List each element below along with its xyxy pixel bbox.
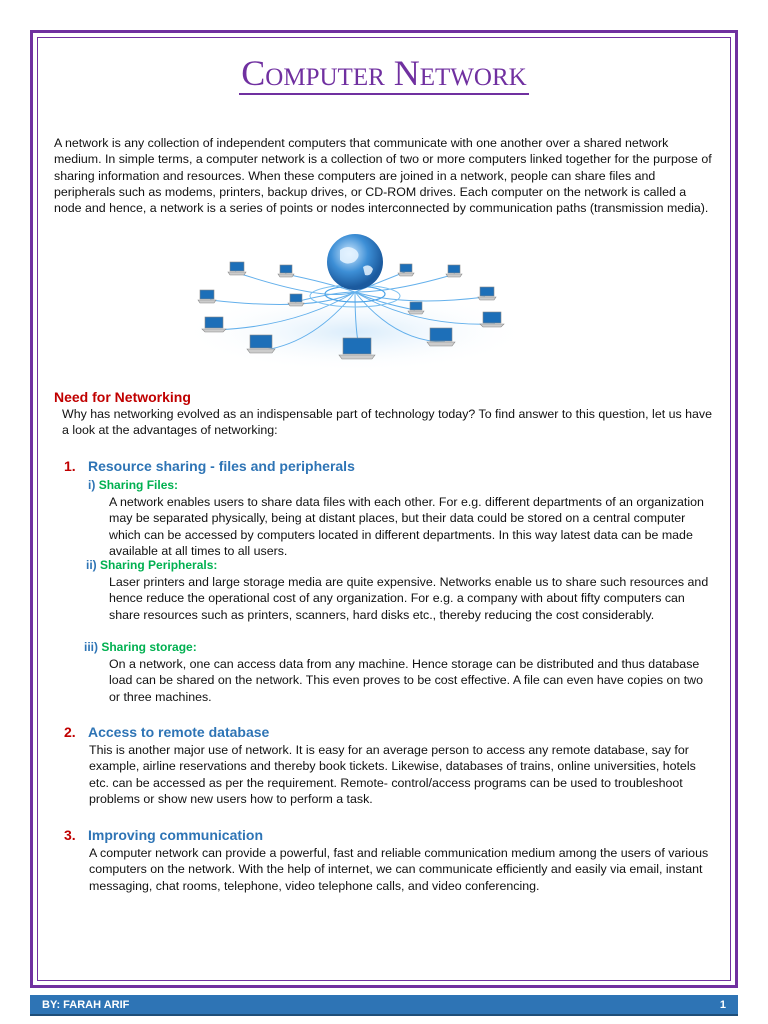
point-number-1: 1.	[64, 458, 76, 474]
subpoint-label-sharing-storage	[84, 640, 197, 654]
subpoint-text-sharing-files: A network enables users to share data files with each other. For e.g. different departments of an organization may be separated physically, being at distant places, but their data could be stored on a central computer which can be accessed by computers located in different departments. In this way latest data can be made available at all times to all users.	[109, 495, 704, 558]
need-heading: Need for Networking	[54, 389, 191, 405]
point-title-3: Improving communication	[88, 827, 264, 843]
page-title-text: Computer Network	[241, 53, 527, 93]
subpoint-label-text: Sharing Peripherals:	[100, 558, 218, 572]
subpoint-label-sharing-peripherals	[86, 558, 217, 572]
intro-paragraph: A network is any collection of independent computers that communicate with one another over a shared network medium. In simple terms, a computer network is a collection of two or more computers linked together for the purpose of sharing information and resources. When these computers are joined in a network, people can share files and peripherals such as modems, printers, backup drives, or CD-ROM drives. Each computer on the network is called a node and hence, a network is a series of points or nodes interconnected by communication paths (transmission media).	[54, 136, 712, 216]
footer-page-number: 1	[719, 999, 726, 1011]
subpoint-label-sharing-files	[88, 478, 178, 492]
subpoint-roman: i)	[88, 478, 96, 492]
point-title-1: Resource sharing - files and peripherals	[88, 458, 355, 474]
page-footer	[30, 995, 738, 1016]
subpoint-text-sharing-storage: On a network, one can access data from any machine. Hence storage can be distributed and thus database load can be shared on the network. This even proves to be cost effective. A file can even have copies on two or three machines.	[109, 657, 703, 704]
point-number-3: 3.	[64, 827, 76, 843]
subpoint-label-text: Sharing Files:	[98, 478, 179, 492]
network-illustration	[175, 232, 535, 372]
point-title-2: Access to remote database	[88, 724, 270, 740]
point-text-3: A computer network can provide a powerful, fast and reliable communication medium among the users of various computers on the network. With the help of internet, we can communicate efficiently and easily via email, instant messaging, chat rooms, telephone, video telephone calls, and video conferencing.	[89, 846, 709, 893]
need-paragraph: Why has networking evolved as an indispensable part of technology today? To find answer to this question, let us have a look at the advantages of networking:	[62, 407, 712, 438]
subpoint-text-sharing-peripherals: Laser printers and large storage media are quite expensive. Networks enable us to share such resources and hence reduce the operational cost of any organization. For e.g. a company with about fifty computers can share resources such as printers, scanners, hard disks etc., thereby reducing the cost considerably.	[109, 575, 709, 622]
point-number-2: 2.	[64, 724, 76, 740]
subpoint-roman: iii)	[84, 640, 98, 654]
point-text-2: This is another major use of network. It is easy for an average person to access any remote database, say for example, airline reservations and thereby book tickets. Likewise, databases of trains, online universities, hotels etc. can be accessed as per the requirement. Remote- control/access programs can be used to troubleshoot problems or show new users how to perform a task.	[89, 743, 696, 806]
footer-author: BY: FARAH ARIF	[42, 999, 130, 1011]
page-title	[0, 52, 768, 94]
subpoint-roman: ii)	[86, 558, 97, 572]
subpoint-label-text: Sharing storage:	[101, 640, 197, 654]
